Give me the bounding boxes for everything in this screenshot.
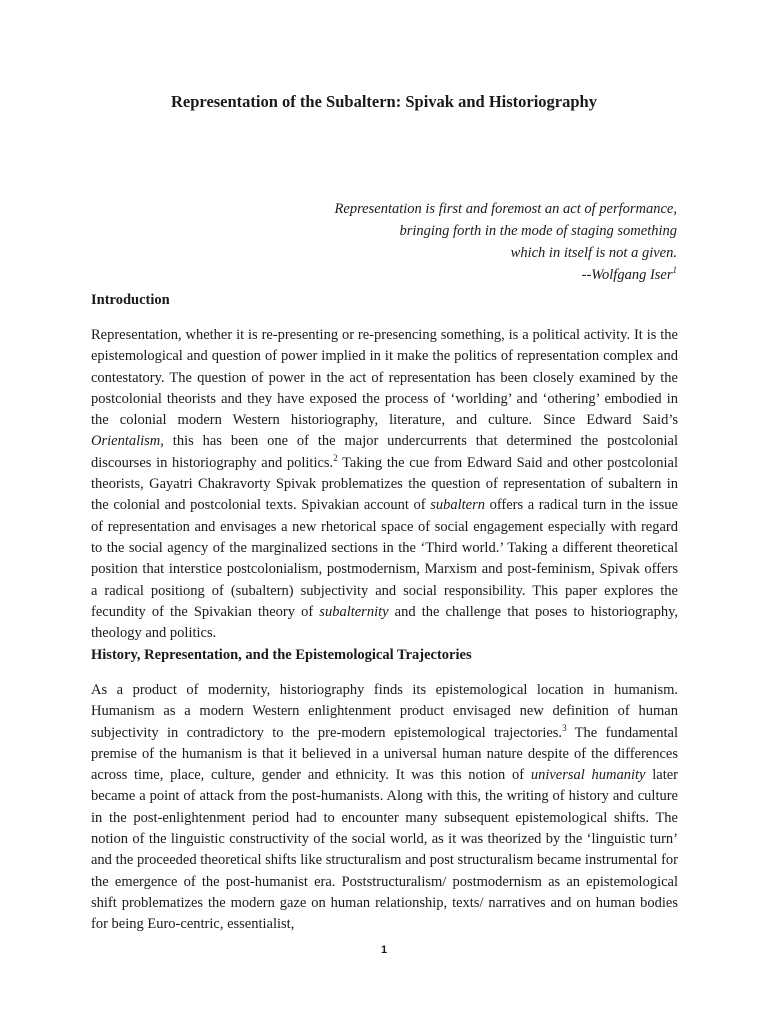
footnote-ref[interactable]: 3 bbox=[562, 722, 567, 733]
epigraph-line: which in itself is not a given. bbox=[510, 245, 677, 261]
paragraph-history: As a product of modernity, historiography finds its epistemological location in humanism. Humanism as a modern Western enlightenment product envisaged new definition of human subjectivity in contradictory to the pre-modern epistemological trajectories.$^3$ The fundamental premise of the humanism is that it believed in a universal human nature despite of the differences across time, place, culture, gender and ethnicity. It was this notion of universal humanity later became a point of attack from the post-humanists. Along with this, the writing of history and culture in the post-enlightenment period had to encounter many subsequent epistemological shifts. The notion of the linguistic constructivity of the social world, as it was theorized by the ‘linguistic turn’ and the proceeded theoretical shifts like structuralism and post structuralism became instrumental for the emergence of the post-humanist era. Poststructuralism/ postmodernism as an epistemological shift problematizes the modern gaze on human relationship, texts/ narratives and on human bodies for being Euro-centric, essentialist, bbox=[91, 682, 678, 933]
epigraph-line: bringing forth in the mode of staging something bbox=[399, 223, 677, 239]
section-heading-history: History, Representation, and the Epistemological Trajectories bbox=[91, 647, 472, 663]
footnote-ref[interactable]: 1 bbox=[672, 265, 677, 276]
epigraph-attribution: --Wolfgang Iser$^1$ bbox=[581, 265, 677, 283]
section-heading-introduction: Introduction bbox=[91, 292, 170, 308]
epigraph bbox=[335, 198, 677, 286]
page-title: Representation of the Subaltern: Spivak and Historiography bbox=[171, 92, 597, 111]
paragraph-introduction: Representation, whether it is re-presenting or re-presencing something, is a political activity. It is the epistemological and question of power implied in it make the politics of representation complex and contestatory. The question of power in the act of representation has been closely examined by the postcolonial theorists and they have exposed the process of ‘worlding’ and ‘othering’ embodied in the colonial modern Western historiography, literature, and culture. Since Edward Said’s Orientalism, this has been one of the major undercurrents that determined the postcolonial discourses in historiography and politics.$^2$ Taking the cue from Edward Said and other postcolonial theorists, Gayatri Chakravorty Spivak problematizes the question of representation of subaltern in the colonial and postcolonial texts. Spivakian account of subaltern offers a radical turn in the issue of representation and envisages a new rhetorical space of social engagement especially with regard to the social agency of the marginalized sections in the ‘Third world.’ Taking a different theoretical position that interstice postcolonialism, postmodernism, Marxism and post-feminism, Spivak offers a radical positiong of (subaltern) subjectivity and social responsibility. This paper explores the fecundity of the Spivakian theory of subalternity and the challenge that poses to historiography, theology and politics. bbox=[91, 327, 678, 642]
page-number: 1 bbox=[380, 944, 388, 956]
footnote-ref[interactable]: 2 bbox=[333, 452, 338, 463]
epigraph-line: Representation is first and foremost an act of performance, bbox=[334, 201, 677, 217]
